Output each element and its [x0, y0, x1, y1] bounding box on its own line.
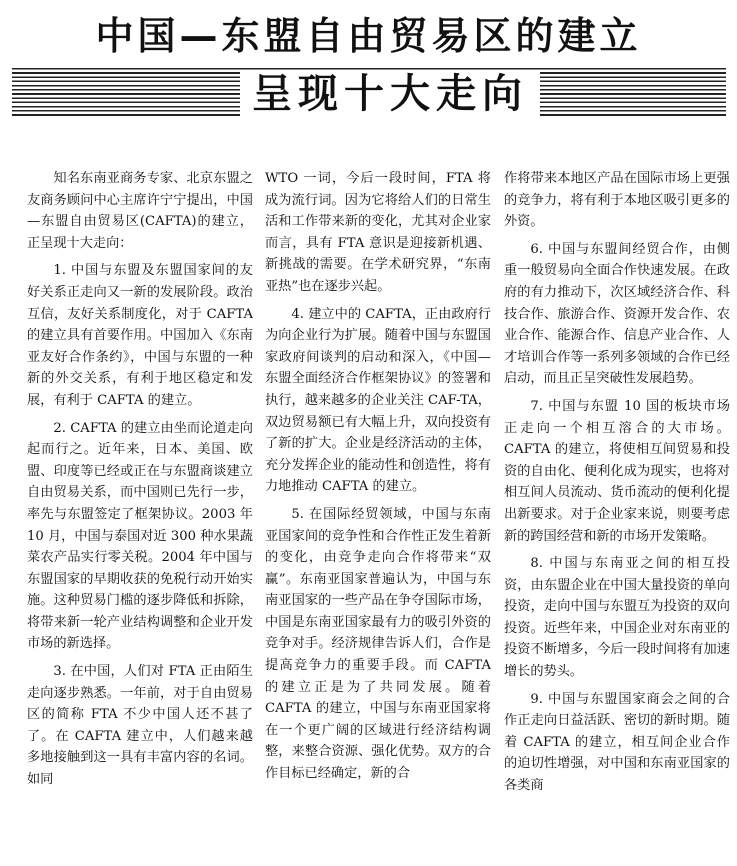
column-3 [504, 168, 730, 858]
paragraph: 3. 在中国，人们对 FTA 正由陌生走向逐步熟悉。一年前，对于自由贸易区的简称 FTA 不少中国人还不甚了了。在 CAFTA 建立中，人们越来越多地接触到这一具有丰富内容的名词。如同 [27, 664, 253, 788]
paragraph: 2. CAFTA 的建立由坐而论道走向起而行之。近年来，日本、美国、欧盟、印度等已经或正在与东盟商谈建立自由贸易关系，而中国则已先行一步，率先与东盟签定了框架协议。2003 年 10 月，中国与泰国对近 300 种水果蔬菜农产品实行零关税。2004 年中国与东盟国家的早期收获的免税行动开始实施。这种贸易门槛的逐步降低和拆除，将带来新一轮产业结构调整和企业开发市场的新选择。 [27, 420, 253, 652]
column-1 [27, 168, 253, 858]
subheadline: 呈现十大走向 [240, 70, 540, 118]
paragraph: 1. 中国与东盟及东盟国家间的友好关系正走向又一新的发展阶段。政治互信，友好关系制度化，对于 CAFTA 的建立具有首要作用。中国加入《东南亚友好合作条约》，中国与东盟的一种新的外交关系，有利于地区稳定和发展，有利于 CAFTA 的建立。 [27, 263, 253, 408]
paragraph: 4. 建立中的 CAFTA，正由政府行为向企业行为扩展。随着中国与东盟国家政府间谈判的启动和深入，《中国—东盟全面经济合作框架协议》的签署和执行，越来越多的企业关注 CAF-TA，双边贸易额已有大幅上升，双向投资有了新的扩大。企业是经济活动的主体，充分发挥企业的能动性和创造性，将有力地推动 CAFTA 的建立。 [265, 306, 491, 495]
paragraph: 7. 中国与东盟 10 国的板块市场正走向一个相互溶合的大市场。CAFTA 的建立，将使相互间贸易和投资的自由化、便利化成为现实，也将对相互间人员流动、货币流动的便利化提出新要求。对于企业家来说，则要考虑新的跨国经营和新的市场开发策略。 [504, 398, 730, 544]
headline: 中国—东盟自由贸易区的建立 [95, 14, 642, 58]
paragraph: 9. 中国与东盟国家商会之间的合作正走向日益活跃、密切的新时期。随着 CAFTA 的建立，相互间企业合作的迫切性增强，对中国和东南亚国家的各类商 [504, 691, 730, 794]
paragraph: 8. 中国与东南亚之间的相互投资，由东盟企业在中国大量投资的单向投资，走向中国与东盟互为投资的双向投资。近些年来，中国企业对东南亚的投资不断增多，今后一段时间将有加速增长的势头。 [504, 556, 730, 680]
paragraph-continued: 作将带来本地区产品在国际市场上更强的竞争力，将有利于本地区吸引更多的外资。 [504, 171, 730, 230]
paragraph: 6. 中国与东盟间经贸合作，由侧重一般贸易向全面合作快速发展。在政府的有力推动下，次区域经济合作、科技合作、旅游合作、资源开发合作、农业合作、能源合作、信息产业合作、人才培训合作等一系列多领域的合作已经启动，而且正呈突破性发展趋势。 [504, 241, 730, 387]
paragraph: 知名东南亚商务专家、北京东盟之友商务顾问中心主席许宁宁提出，中国—东盟自由贸易区(CAFTA)的建立，正呈现十大走向： [27, 171, 253, 251]
column-2 [265, 168, 491, 858]
paragraph: 5. 在国际经贸领域，中国与东南亚国家间的竞争性和合作性正发生着新的变化，由竞争走向合作将带来“双赢”。东南亚国家普遍认为，中国与东南亚国家的一些产品在争夺国际市场，中国是东南亚国家最有力的吸引外资的竞争对手。经济规律告诉人们，合作是提高竞争力的重要手段。而 CAFTA 的建立正是为了共同发展。随着 CAFTA 的建立，中国与东南亚国家将在一个更广阔的区域进行经济结构调整，来整合资源、强化优势。双方的合作目标已经确定，新的合 [265, 506, 491, 782]
paragraph-continued: WTO 一词，今后一段时间，FTA 将成为流行词。因为它将给人们的日常生活和工作带来新的变化，尤其对企业家而言，具有 FTA 意识是迎接新机遇、新挑战的需要。在学术研究界，“东南亚热”也在逐步兴起。 [265, 171, 491, 294]
